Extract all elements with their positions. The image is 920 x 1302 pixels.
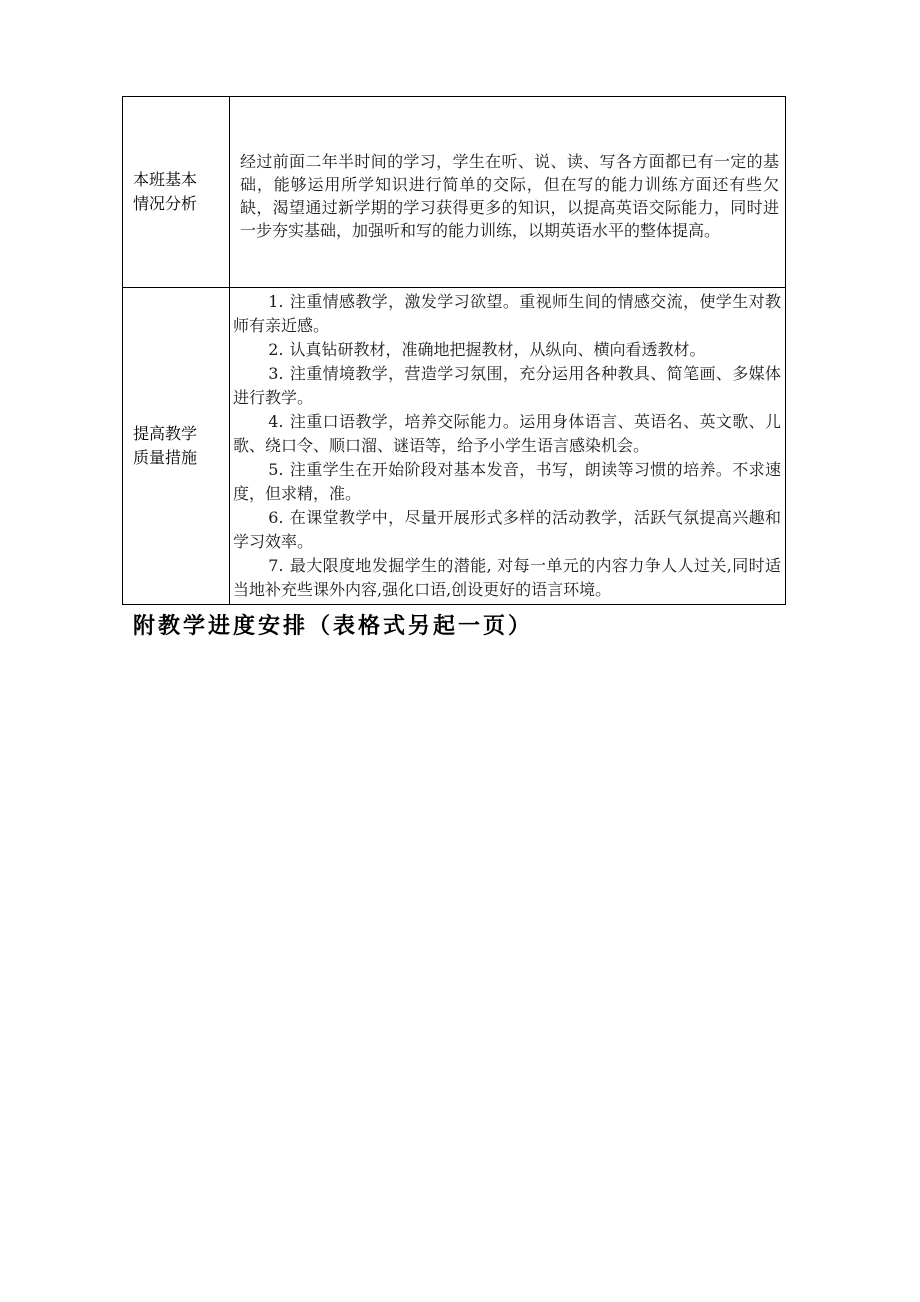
measure-item [233,554,781,602]
table-row-quality-measures [123,288,786,605]
measure-item [233,290,781,338]
class-analysis-text: 经过前面二年半时间的学习，学生在听、说、读、写各方面都已有一定的基础，能够运用所学知识进行简单的交际，但在写的能力训练方面还有些欠缺，渴望通过新学期的学习获得更多的知识，以提高英语交际能力，同时进一步夯实基础，加强听和写的能力训练，以期英语水平的整体提高。 [240,152,779,240]
measure-number: 3. [268,364,284,383]
measure-number: 5. [268,460,284,479]
measures-list [230,288,785,604]
quality-measures-cell [230,288,786,605]
measure-item [233,506,781,554]
row-label-line: 本班基本 [133,170,198,189]
class-analysis-cell [230,97,786,288]
measure-number: 2. [268,340,284,359]
measure-text: 注重情感教学，激发学习欲望。重视师生间的情感交流，使学生对教师有亲近感。 [233,292,781,335]
plan-table [122,96,786,605]
measure-text: 注重口语教学，培养交际能力。运用身体语言、英语名、英文歌、儿歌、绕口令、顺口溜、谜语等，给予小学生语言感染机会。 [233,412,781,455]
measure-item [233,338,781,362]
measure-number: 7. [268,556,284,575]
row-label-line: 提高教学 [133,424,198,443]
measure-number: 1. [268,292,284,311]
measure-item [233,458,781,506]
table-row-class-analysis [123,97,786,288]
measure-text: 最大限度地发掘学生的潜能, 对每一单元的内容力争人人过关,同时适当地补充些课外内容,强化口语,创设更好的语言环境。 [233,556,781,599]
row-label-quality-measures [123,288,230,605]
measure-item [233,362,781,410]
measure-text: 注重学生在开始阶段对基本发音，书写，朗读等习惯的培养。不求速度，但求精，准。 [233,460,781,503]
row-label-class-analysis [123,97,230,288]
measure-item [233,410,781,458]
row-label-line: 质量措施 [133,448,198,467]
measure-text: 注重情境教学，营造学习氛围，充分运用各种教具、简笔画、多媒体进行教学。 [233,364,781,407]
measure-number: 6. [268,508,284,527]
measure-number: 4. [268,412,284,431]
measure-text: 认真钻研教材，准确地把握教材，从纵向、横向看透教材。 [289,340,706,359]
row-label-line: 情况分析 [133,194,198,213]
schedule-note-heading: 附教学进度安排（表格式另起一页） [133,614,534,639]
measure-text: 在课堂教学中，尽量开展形式多样的活动教学，活跃气氛提高兴趣和学习效率。 [233,508,781,551]
